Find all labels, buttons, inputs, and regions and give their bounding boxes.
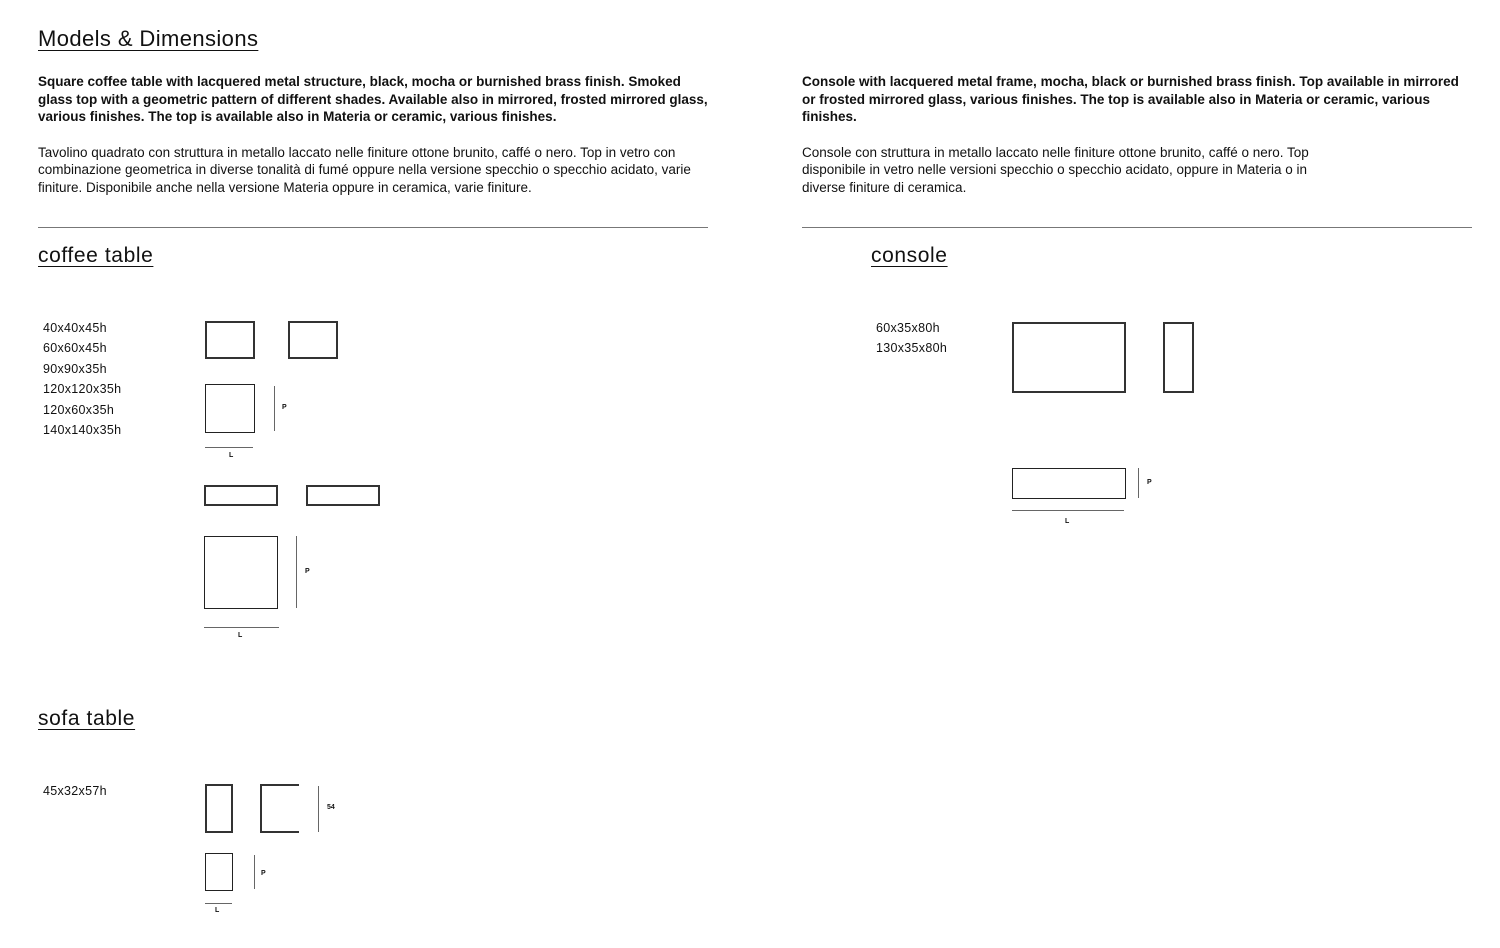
size-item: 120x120x35h — [43, 382, 122, 397]
sofa-table-title: sofa table — [38, 707, 136, 730]
console-front-elevation — [1012, 322, 1126, 393]
length-label: L — [229, 452, 234, 459]
coffee-description-it: Tavolino quadrato con struttura in metallo laccato nelle finiture ottone brunito, caffé o nero. Top in vetro con combinazione geometrica in diverse tonalità di fumé oppure nella versione specchio o specchio acidato, varie finiture. Disponibile anche nella versione Materia oppure in ceramica, varie finiture. — [38, 144, 691, 195]
console-title: console — [871, 244, 948, 267]
size-item: 40x40x45h — [43, 321, 107, 335]
height-dimension-line — [318, 786, 319, 832]
length-label: L — [238, 632, 243, 639]
depth-dimension-line — [274, 386, 275, 431]
coffee-description-en: Square coffee table with lacquered metal structure, black, mocha or burnished brass finish. Smoked glass top with a geometric pattern of different shades. Available also in mirrored, frosted mirrored glass, various finishes. The top is available also in Materia or ceramic, various finishes. — [38, 74, 708, 124]
depth-dimension-line — [254, 855, 255, 889]
height-label: 54 — [327, 804, 335, 811]
console-plan — [1012, 468, 1126, 499]
size-item: 45x32x57h — [43, 784, 107, 798]
size-item: 60x35x80h — [876, 321, 940, 335]
coffee-table-elevation-low-rect — [306, 485, 380, 506]
length-dimension-line — [205, 903, 232, 904]
depth-label: P — [282, 404, 287, 411]
length-dimension-line — [205, 447, 253, 448]
size-item: 140x140x35h — [43, 423, 122, 438]
divider-right — [802, 227, 1472, 228]
page-title: Models & Dimensions — [38, 26, 259, 51]
coffee-description — [38, 73, 718, 196]
console-side-elevation — [1163, 322, 1194, 393]
depth-dimension-line — [1138, 468, 1139, 498]
length-dimension-line — [1012, 510, 1124, 511]
coffee-table-elevation-low-square — [204, 485, 278, 506]
depth-label: P — [261, 870, 266, 877]
coffee-table-sizes — [43, 318, 121, 440]
length-dimension-line — [204, 627, 279, 628]
size-item: 60x60x45h — [43, 341, 107, 356]
coffee-table-plan-large — [204, 536, 278, 609]
console-description-en: Console with lacquered metal frame, mocha, black or burnished brass finish. Top available in mirrored or frosted mirrored glass, various finishes. The top is available also in Materia or ceramic, various finishes. — [802, 74, 1459, 124]
length-label: L — [1065, 518, 1070, 525]
depth-label: P — [305, 568, 310, 575]
coffee-table-title: coffee table — [38, 244, 154, 267]
coffee-table-elevation-medium — [288, 321, 338, 359]
console-description-it: Console con struttura in metallo laccato nelle finiture ottone brunito, caffé o nero. Top disponibile in vetro nelle versioni specchio o specchio acidato, oppure in Materia o in diverse finiture di ceramica. — [802, 144, 1309, 195]
depth-label: P — [1147, 479, 1152, 486]
coffee-table-plan-small — [205, 384, 255, 433]
console-sizes — [876, 318, 947, 359]
console-description — [802, 73, 1472, 196]
sofa-table-front-elevation — [205, 784, 233, 833]
sofa-table-plan — [205, 853, 233, 891]
divider-left — [38, 227, 708, 228]
size-item: 90x90x35h — [43, 361, 107, 376]
size-item: 130x35x80h — [876, 341, 948, 356]
sofa-table-side-elevation — [260, 784, 299, 833]
size-item: 120x60x35h — [43, 402, 115, 417]
length-label: L — [215, 907, 220, 914]
sofa-table-sizes — [43, 781, 107, 801]
coffee-table-elevation-small — [205, 321, 255, 359]
depth-dimension-line — [296, 536, 297, 608]
